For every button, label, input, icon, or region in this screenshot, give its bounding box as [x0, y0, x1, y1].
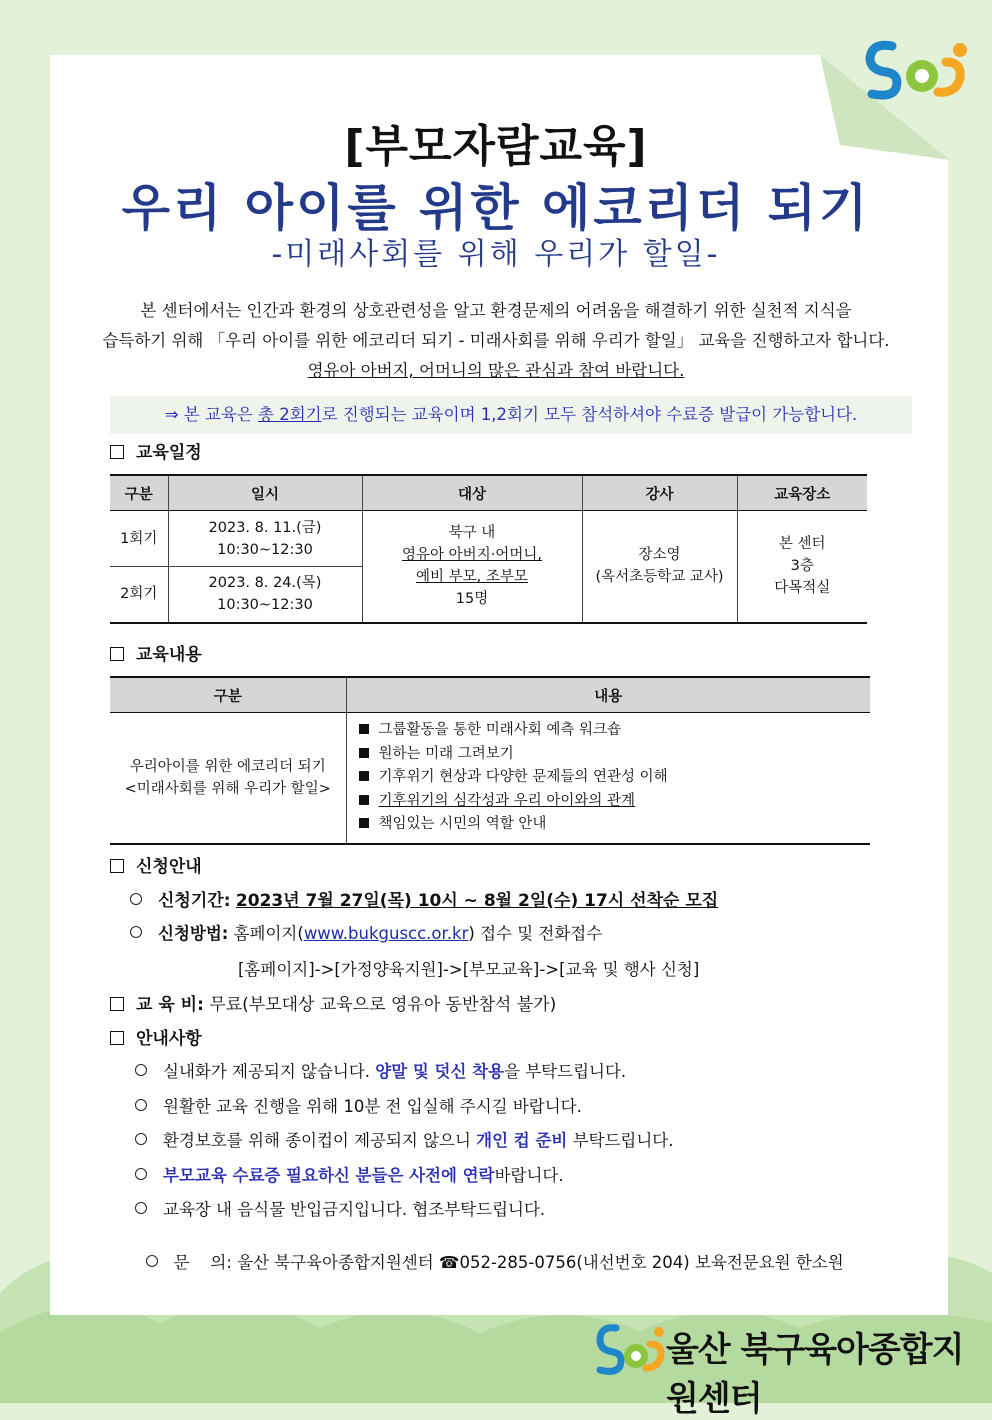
instructor-cell	[582, 511, 737, 623]
list-item	[359, 790, 871, 814]
list-item-text: 기후위기 현상과 다양한 문제들의 연관성 이해	[378, 769, 668, 785]
guide-text: 실내화가 제공되지 않습니다.	[163, 1062, 376, 1081]
guide-text: 을 부탁드립니다.	[504, 1062, 627, 1081]
section-title: 신청안내	[136, 857, 202, 877]
table-header: 내용	[346, 677, 870, 713]
content-table	[110, 676, 870, 845]
section-title: 안내사항	[136, 1029, 202, 1049]
content-category	[110, 713, 346, 844]
apply-method	[130, 920, 602, 944]
circle-bullet-icon	[146, 1255, 158, 1267]
field-label: 신청방법:	[158, 924, 229, 943]
table-header: 교육장소	[737, 475, 867, 511]
session-date: 2023. 8. 24.(목)	[208, 575, 322, 592]
content-items	[346, 713, 870, 844]
place-text: 다목적실	[774, 580, 831, 597]
guide-text: 부탁드립니다.	[567, 1131, 674, 1150]
session-time: 10:30~12:30	[217, 597, 313, 614]
notice-emphasis: 총 2회기	[258, 405, 322, 424]
circle-bullet-icon	[130, 926, 142, 938]
target-text: 예비 부모, 조부모	[416, 569, 528, 586]
session-label: 1회기	[110, 511, 168, 567]
apply-path: [홈페이지]->[가정양육지원]->[부모교육]->[교육 및 행사 신청]	[238, 960, 700, 979]
list-item-text: 그룹활동을 통한 미래사회 예측 워크숍	[378, 722, 622, 738]
list-item-text: 기후위기의 심각성과 우리 아이와의 관계	[378, 792, 636, 809]
intro-line: 영유아 아버지, 어머니의 많은 관심과 참여 바랍니다.	[307, 361, 685, 380]
page-title: 우리 아이를 위한 에코리더 되기	[121, 179, 871, 237]
square-bullet-icon	[359, 724, 369, 734]
category-text: 우리아이를 위한 에코리더 되기	[129, 758, 326, 775]
center-logo-icon	[862, 32, 974, 104]
intro-paragraph	[90, 296, 902, 386]
square-bullet-icon	[359, 818, 369, 828]
instructor-affiliation: (옥서초등학교 교사)	[595, 569, 724, 586]
table-header: 구분	[110, 677, 346, 713]
guide-item	[135, 1196, 545, 1220]
list-item	[359, 813, 871, 837]
intro-line: 습득하기 위해 「우리 아이를 위한 에코리더 되기 - 미래사회를 위해 우리가 할일」 교육을 진행하고자 합니다.	[102, 331, 890, 350]
section-heading-content	[110, 640, 202, 665]
circle-bullet-icon	[135, 1133, 147, 1145]
target-text: 영유아 아버지·어머니,	[402, 547, 542, 564]
notice-text: ⇒ 본 교육은	[164, 405, 259, 424]
square-bullet-icon	[359, 748, 369, 758]
session-time: 10:30~12:30	[217, 541, 313, 558]
field-value: 홈페이지(	[233, 924, 304, 943]
checkbox-square-icon	[110, 647, 124, 661]
checkbox-square-icon	[110, 445, 124, 459]
place-cell	[737, 511, 867, 623]
guide-item	[135, 1162, 564, 1186]
fee-value: 무료(부모대상 교육으로 영유아 동반참석 불가)	[209, 995, 557, 1015]
guide-emphasis: 부모교육 수료증 필요하신 분들은 사전에 연락	[163, 1166, 495, 1185]
list-item-text: 책임있는 시민의 역할 안내	[378, 816, 547, 832]
square-bullet-icon	[359, 795, 369, 805]
section-title: 교 육 비:	[136, 995, 204, 1015]
field-label: 신청기간:	[158, 891, 231, 911]
circle-bullet-icon	[135, 1064, 147, 1076]
target-text: 북구 내	[448, 525, 496, 542]
circle-bullet-icon	[135, 1168, 147, 1180]
instructor-name: 장소영	[638, 547, 681, 564]
circle-bullet-icon	[135, 1099, 147, 1111]
field-value: ) 접수 및 전화접수	[468, 924, 603, 943]
list-item-text: 원하는 미래 그려보기	[378, 745, 514, 762]
guide-item	[135, 1093, 582, 1117]
list-item	[359, 766, 871, 790]
schedule-table	[110, 474, 867, 624]
category-text: <미래사회를 위해 우리가 할일>	[124, 780, 331, 797]
section-heading-schedule	[110, 438, 202, 463]
list-item	[359, 743, 871, 767]
square-bullet-icon	[359, 771, 369, 781]
page-subtitle: -미래사회를 위해 우리가 할일-	[271, 237, 721, 272]
circle-bullet-icon	[130, 893, 142, 905]
footer-org-name: 울산 북구육아종합지원센터	[666, 1330, 964, 1419]
section-title: 교육내용	[136, 645, 202, 665]
apply-period	[130, 886, 718, 911]
program-category-title: [부모자람교육]	[344, 121, 648, 172]
place-text: 3층	[790, 558, 814, 575]
target-cell	[362, 511, 582, 623]
session-datetime	[168, 511, 362, 567]
guide-item	[135, 1058, 626, 1082]
checkbox-square-icon	[110, 1031, 124, 1045]
guide-text: 환경보호를 위해 종이컵이 제공되지 않으니	[163, 1131, 477, 1150]
table-header: 일시	[168, 475, 362, 511]
checkbox-square-icon	[110, 859, 124, 873]
guide-item	[135, 1127, 673, 1151]
table-header: 구분	[110, 475, 168, 511]
guide-text: 바랍니다.	[494, 1166, 564, 1185]
guide-emphasis: 양말 및 덧신 착용	[375, 1062, 505, 1081]
session-datetime	[168, 567, 362, 623]
homepage-link[interactable]: www.bukguscc.or.kr	[303, 924, 469, 943]
notice-box	[110, 396, 912, 434]
contact-text: 문 의: 울산 북구육아종합지원센터 ☎052-285-0756(내선번호 204) 보육전문요원 한소원	[173, 1253, 844, 1272]
session-date: 2023. 8. 11.(금)	[208, 519, 322, 536]
target-count: 15명	[455, 591, 489, 608]
session-label: 2회기	[110, 567, 168, 623]
section-heading-fee	[110, 990, 556, 1015]
notice-text: 로 진행되는 교육이며 1,2회기 모두 참석하셔야 수료증 발급이 가능합니다.	[321, 405, 858, 424]
field-value: 2023년 7월 27일(목) 10시 ~ 8월 2일(수) 17시 선착순 모집	[235, 891, 719, 911]
table-header: 대상	[362, 475, 582, 511]
place-text: 본 센터	[778, 536, 826, 553]
guide-text: 교육장 내 음식물 반입금지입니다. 협조부탁드립니다.	[163, 1200, 546, 1219]
list-item	[359, 719, 871, 743]
table-header: 강사	[582, 475, 737, 511]
intro-line: 본 센터에서는 인간과 환경의 상호관련성을 알고 환경문제의 어려움을 해결하기 위한 실천적 지식을	[140, 301, 852, 320]
guide-text: 원활한 교육 진행을 위해 10분 전 입실해 주시길 바랍니다.	[163, 1097, 582, 1116]
section-title: 교육일정	[136, 443, 202, 463]
section-heading-apply	[110, 852, 202, 877]
guide-contact	[135, 1230, 844, 1273]
circle-bullet-icon	[135, 1202, 147, 1214]
section-heading-guide	[110, 1024, 202, 1049]
guide-emphasis: 개인 컵 준비	[476, 1131, 568, 1150]
checkbox-square-icon	[110, 997, 124, 1011]
center-logo-icon	[596, 1318, 666, 1378]
